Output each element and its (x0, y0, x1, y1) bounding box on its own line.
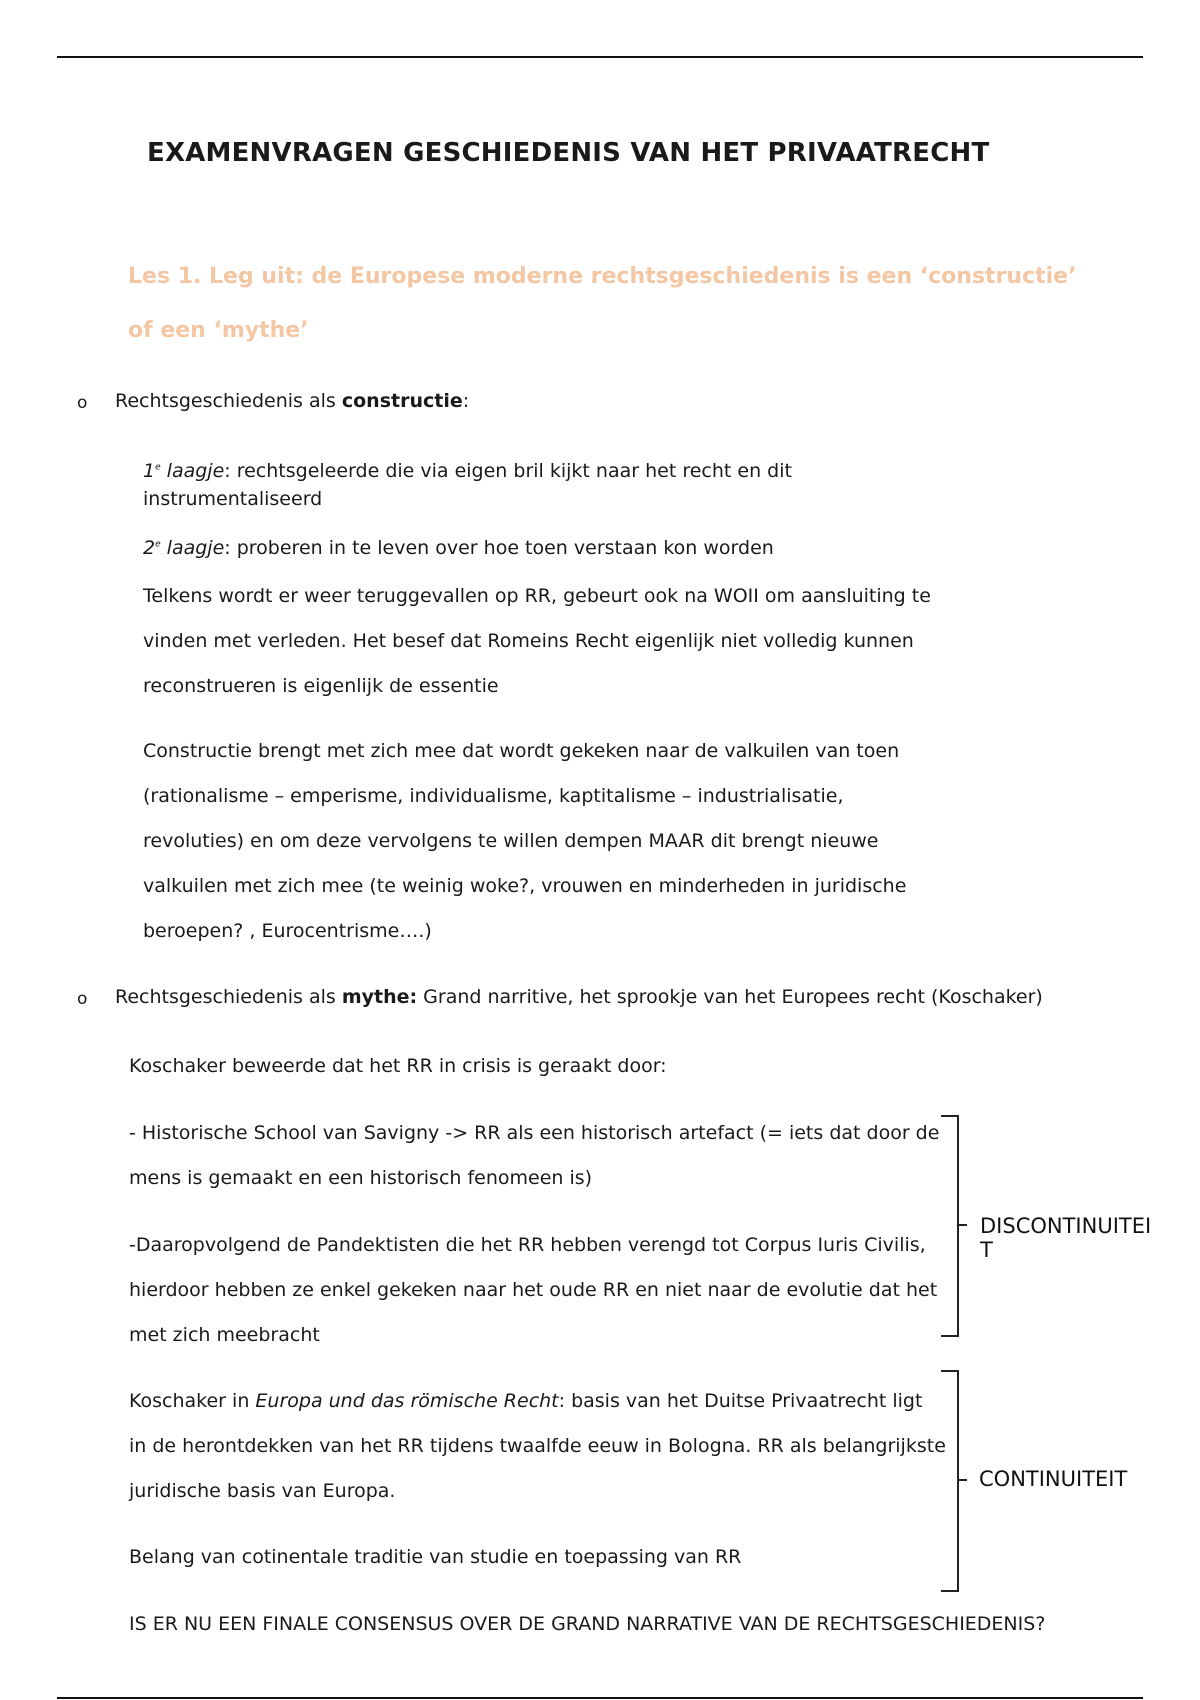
koschaker-intro: Koschaker beweerde dat het RR in crisis is geraakt door: (129, 1055, 667, 1077)
layer-2: 2e laagje: proberen in te leven over hoe toen verstaan kon worden (143, 537, 774, 559)
para2-line: beroepen? , Eurocentrisme….) (143, 920, 432, 942)
discontinuity-label: DISCONTINUITEI T (980, 1214, 1152, 1263)
discontinuity-bracket (941, 1115, 959, 1337)
para1-line: reconstrueren is eigenlijk de essentie (143, 675, 499, 697)
top-rule (57, 56, 1143, 58)
question-line-1: Les 1. Leg uit: de Europese moderne rechtsgeschiedenis is een ‘constructie’ (128, 264, 1077, 289)
para2-line: (rationalisme – emperisme, individualisme, kaptitalisme – industrialisatie, (143, 785, 844, 807)
page-title: EXAMENVRAGEN GESCHIEDENIS VAN HET PRIVAATRECHT (147, 138, 990, 168)
para2-line: Constructie brengt met zich mee dat wordt gekeken naar de valkuilen van toen (143, 740, 900, 762)
question-line-2: of een ‘mythe’ (128, 318, 309, 343)
constructie-heading: Rechtsgeschiedenis als constructie: (115, 390, 470, 412)
continuity-label: CONTINUITEIT (979, 1467, 1128, 1491)
continuity-bracket-tick (959, 1479, 967, 1481)
mythe-heading: Rechtsgeschiedenis als mythe: Grand narritive, het sprookje van het Europees recht (Koschaker) (115, 986, 1043, 1008)
bottom-rule (57, 1697, 1143, 1699)
bullet-marker: o (77, 989, 88, 1009)
para2-line: revoluties) en om deze vervolgens te willen dempen MAAR dit brengt nieuwe (143, 830, 879, 852)
bullet-marker: o (77, 393, 88, 413)
discontinuity-line: met zich meebracht (129, 1324, 320, 1346)
para1-line: Telkens wordt er weer teruggevallen op RR, gebeurt ook na WOII om aansluiting te (143, 585, 931, 607)
discontinuity-line: mens is gemaakt en een historisch fenomeen is) (129, 1167, 593, 1189)
discontinuity-line: - Historische School van Savigny -> RR als een historisch artefact (= iets dat door de (129, 1122, 940, 1144)
continuity-line: juridische basis van Europa. (129, 1480, 396, 1502)
para1-line: vinden met verleden. Het besef dat Romeins Recht eigenlijk niet volledig kunnen (143, 630, 914, 652)
layer-1: 1e laagje: rechtsgeleerde die via eigen bril kijkt naar het recht en dit (143, 460, 792, 482)
layer-1-cont: instrumentaliseerd (143, 488, 323, 510)
continuity-line: Koschaker in Europa und das römische Recht: basis van het Duitse Privaatrecht ligt (129, 1390, 923, 1412)
continuity-line: Belang van cotinentale traditie van studie en toepassing van RR (129, 1546, 742, 1568)
continuity-bracket (941, 1370, 959, 1592)
para2-line: valkuilen met zich mee (te weinig woke?, vrouwen en minderheden in juridische (143, 875, 907, 897)
discontinuity-line: hierdoor hebben ze enkel gekeken naar het oude RR en niet naar de evolutie dat het (129, 1279, 938, 1301)
discontinuity-line: -Daaropvolgend de Pandektisten die het RR hebben verengd tot Corpus Iuris Civilis, (129, 1234, 926, 1256)
discontinuity-bracket-tick (959, 1224, 967, 1226)
final-question: IS ER NU EEN FINALE CONSENSUS OVER DE GRAND NARRATIVE VAN DE RECHTSGESCHIEDENIS? (129, 1613, 1046, 1635)
continuity-line: in de herontdekken van het RR tijdens twaalfde eeuw in Bologna. RR als belangrijkste (129, 1435, 946, 1457)
